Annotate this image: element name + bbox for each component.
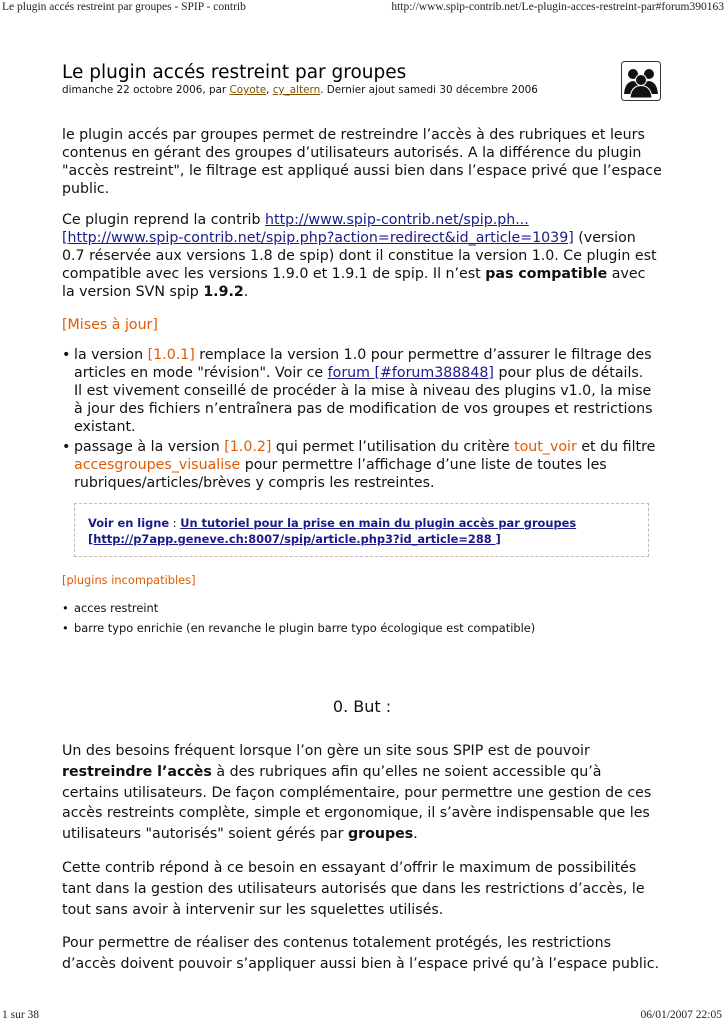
incompatible-item [62, 600, 662, 616]
intro-text-1: le plugin accés par groupes permet de restreindre l’accès à des rubriques et leurs contenus en gérant des groupes d’utilisateurs autorisés. A la différence du plugin "accès restreint", le filtrage est appliqué aussi bien dans l’espace privé que l’espace public. [62, 127, 662, 197]
version-102: [1.0.2] [224, 439, 272, 455]
byline-separator: , [266, 84, 273, 96]
update-2-text-a: passage à la version [74, 439, 225, 455]
see-online-colon: : [169, 516, 181, 530]
incompatible-item-label: barre typo enrichie (en revanche le plugin barre typo écologique est compatible) [74, 621, 536, 635]
update-1-text-d: Il est vivement conseillé de procéder à la mise à niveau des plugins v1.0, la mise à jour des fichiers n’entraînera pas de modification de vos groupes et restrictions existant. [74, 383, 653, 435]
article-byline [62, 84, 538, 96]
section-heading: 0. But : [332, 697, 392, 716]
version-101: [1.0.1] [147, 347, 195, 363]
update-2-text-c: et du filtre [576, 439, 656, 455]
not-compatible-text: pas compatible [485, 266, 608, 282]
intro-text-2c: avec la version SVN spip [62, 266, 646, 300]
update-1-text-c: pour plus de détails. [493, 365, 644, 381]
section-text-1b: à des rubriques afin qu’elles ne soient accessible qu’à certains utilisateurs. De façon complémentaire, pour permettre une gestion de ces accès restreints complète, simple et ergonomique, il s’avère indispensable que les utilisateurs "autorisés" soient gérés par [62, 763, 652, 843]
updates-list [62, 346, 662, 492]
tutorial-url-link[interactable]: [http://p7app.geneve.ch:8007/spip/article.php3?id_article=288 ] [88, 532, 501, 546]
bullet-icon: • [62, 347, 71, 363]
intro-text-2a: Ce plugin reprend la contrib [62, 212, 266, 228]
intro-paragraph-2 [62, 211, 662, 301]
updates-heading: [Mises à jour] [62, 317, 158, 333]
update-2-text-d: pour permettre l’affichage d’une liste de toutes les rubriques/articles/brèves y compris les restreintes. [74, 457, 607, 491]
section-text-1a: Un des besoins fréquent lorsque l’on gère un site sous SPIP est de pouvoir [62, 743, 590, 759]
incompatible-item [62, 620, 662, 636]
author-link-coyote[interactable]: Coyote [229, 84, 267, 96]
incompatible-item-label: acces restreint [74, 601, 159, 615]
see-online-box [74, 503, 649, 557]
section-paragraph-1 [62, 741, 662, 845]
print-header-title: Le plugin accés restreint par groupes - SPIP - contrib [2, 1, 246, 13]
bullet-icon: • [62, 439, 71, 455]
see-online-label: Voir en ligne [88, 516, 170, 530]
svn-version: 1.9.2 [203, 284, 244, 300]
groups-text: groupes [348, 826, 414, 843]
print-header-url: http://www.spip-contrib.net/Le-plugin-acces-restreint-par#forum390163 [391, 1, 724, 13]
section-paragraph-3 [62, 933, 662, 975]
author-link-cy-altern[interactable]: cy_altern [272, 84, 321, 96]
update-1-text-b: remplace la version 1.0 pour permettre d’assurer le filtrage des articles en mode "révision". Voir ce [74, 347, 652, 381]
intro-text-2-end: . [243, 284, 249, 300]
contrib-short-link[interactable]: http://www.spip-contrib.net/spip.ph... [265, 212, 529, 228]
update-item-2 [62, 438, 662, 492]
update-item-1 [62, 346, 662, 436]
print-footer-page: 1 sur 38 [2, 1009, 40, 1021]
restrict-access-text: restreindre l’accès [62, 763, 212, 780]
incompatible-heading: [plugins incompatibles] [62, 573, 196, 587]
print-footer-date: 06/01/2007 22:05 [640, 1009, 722, 1021]
filter-accesgroupes-visualise: accesgroupes_visualise [74, 457, 241, 473]
intro-paragraph-1 [62, 126, 662, 198]
group-users-icon [621, 61, 661, 101]
section-paragraph-2 [62, 858, 662, 920]
section-text-1-end: . [413, 826, 418, 843]
section-text-2: Cette contrib répond à ce besoin en essayant d’offrir le maximum de possibilités tant dans la gestion des utilisateurs autorisés que dans les restrictions d’accès, le tout sans avoir à intervenir sur les squelettes utilisés. [62, 860, 645, 918]
bullet-icon: • [62, 601, 69, 615]
criterion-tout-voir: tout_voir [514, 439, 577, 455]
forum-link[interactable]: forum [#forum388848] [327, 365, 494, 381]
update-1-text-a: la version [74, 347, 148, 363]
byline-date: dimanche 22 octobre 2006, par [62, 84, 230, 96]
tutorial-link[interactable]: Un tutoriel pour la prise en main du plugin accès par groupes [180, 516, 577, 530]
contrib-redirect-link[interactable]: [http://www.spip-contrib.net/spip.php?action=redirect&id_article=1039] [62, 230, 574, 246]
byline-update: . Dernier ajout samedi 30 décembre 2006 [320, 84, 538, 96]
section-text-3: Pour permettre de réaliser des contenus totalement protégés, les restrictions d’accès doivent pouvoir s’appliquer aussi bien à l’espace privé qu’à l’espace public. [62, 935, 660, 972]
bullet-icon: • [62, 621, 69, 635]
intro-text-2b: (version 0.7 réservée aux versions 1.8 de spip) dont il constitue la version 1.0. Ce plugin est compatible avec les versions 1.9.0 et 1.9.1 de spip. Il n’est [62, 230, 657, 282]
incompatible-list [62, 600, 662, 636]
article-title: Le plugin accés restreint par groupes [62, 62, 407, 83]
update-2-text-b: qui permet l’utilisation du critère [271, 439, 515, 455]
